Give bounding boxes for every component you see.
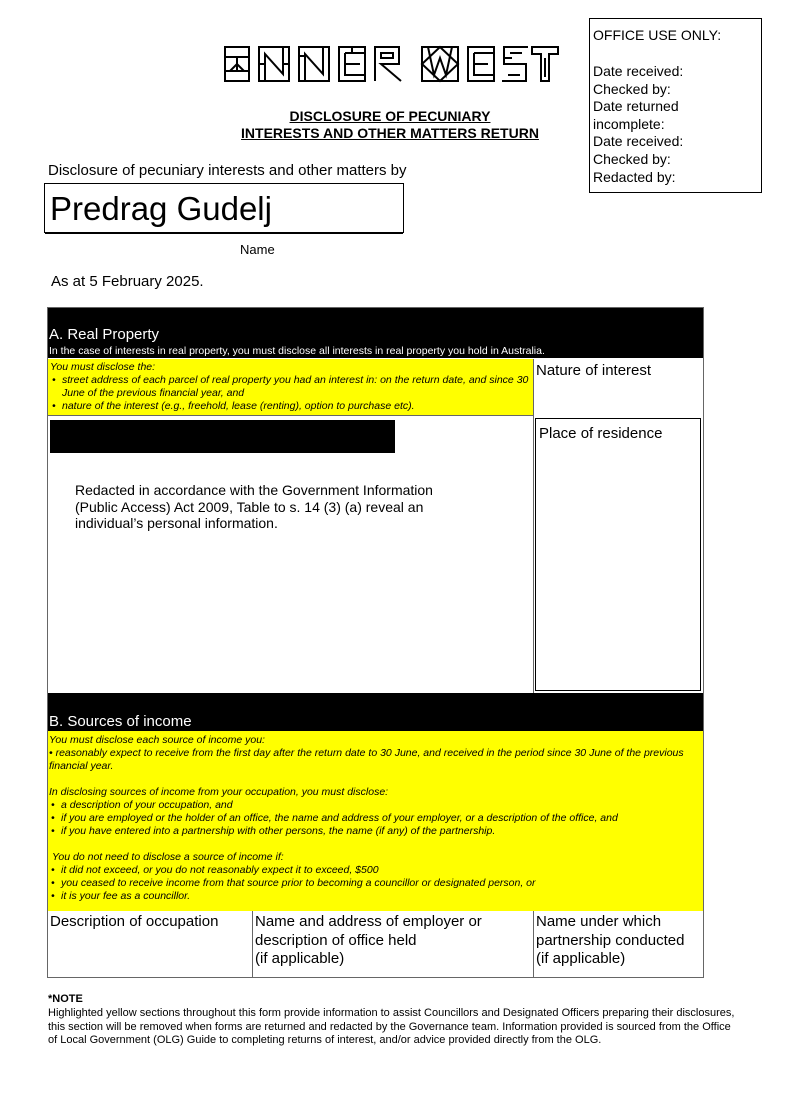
office-field: Date returned — [593, 98, 679, 115]
office-use-title: OFFICE USE ONLY: — [593, 27, 722, 43]
hint-heading: You must disclose the: — [50, 361, 156, 373]
column-header-line: (if applicable) — [536, 950, 626, 967]
name-field-caption: Name — [240, 242, 275, 257]
inner-west-logo — [222, 44, 560, 84]
hint-bullet: • if you are employed or the holder of an office, the name and address of your employer, or a description of the office, and — [49, 812, 701, 825]
note-body: Highlighted yellow sections throughout this form provide information to assist Councillors and Designated Officers preparing their disclosures, this section will be removed when forms are returned and redacted by the Governance team. Information provided is sourced from the Office of Local Government (OLG) Guide to completing returns of interest, and/or advice provided directly from the OLG. — [48, 1007, 735, 1047]
office-use-box — [589, 18, 762, 193]
hint-line: • reasonably expect to receive from the first day after the return date to 30 June, and received in the period since 30 June of the previous financial year. — [49, 747, 684, 772]
as-at-date: As at 5 February 2025. — [51, 273, 204, 290]
place-of-residence-box[interactable] — [535, 418, 701, 691]
section-a-title: A. Real Property — [49, 326, 160, 343]
hint-heading: You do not need to disclose a source of income if: — [52, 851, 284, 863]
section-a-hint — [50, 361, 532, 413]
office-field: Checked by: — [593, 150, 671, 167]
section-a-intro: In the case of interests in real property, you must disclose all interests in real property you hold in Australia. — [49, 345, 545, 357]
column-header-line: (if applicable) — [255, 950, 345, 967]
column-header-line: partnership conducted — [536, 931, 685, 949]
hint-bullet: • it is your fee as a councillor. — [49, 890, 701, 903]
hint-list — [50, 374, 532, 413]
redaction-bar — [50, 420, 395, 453]
hint-bullet: • if you have entered into a partnership with other persons, the name (if any) of the partnership. — [49, 825, 701, 838]
office-field: Date received: — [593, 133, 684, 150]
nature-of-interest-label: Nature of interest — [536, 362, 652, 379]
hint-bullet: • you ceased to receive income from that source prior to becoming a councillor or designated person, or — [49, 877, 701, 890]
occupation-column-header — [50, 913, 218, 932]
section-b-column-divider — [252, 911, 253, 977]
name-field-value[interactable]: Predrag Gudelj — [50, 190, 272, 227]
office-field: incomplete: — [593, 115, 665, 132]
place-of-residence-label: Place of residence — [539, 425, 663, 442]
partnership-column-header — [536, 913, 701, 969]
section-a-column-divider — [533, 359, 534, 693]
hint-list — [49, 864, 701, 903]
hint-bullet: • a description of your occupation, and — [49, 799, 701, 812]
section-a-row-divider — [48, 415, 533, 416]
hint-heading: In disclosing sources of income from your occupation, you must disclose: — [49, 786, 389, 798]
section-b-title: B. Sources of income — [49, 713, 192, 730]
column-header-line: Name under which — [536, 913, 662, 930]
hint-bullet: • it did not exceed, or you do not reasonably expect it to exceed, $500 — [49, 864, 701, 877]
section-b-column-divider — [533, 911, 534, 977]
hint-list — [49, 799, 701, 838]
hint-heading: You must disclose each source of income you: — [49, 734, 265, 746]
heading-line-1: DISCLOSURE OF PECUNIARY — [289, 108, 491, 124]
column-header-line: Description of occupation — [50, 913, 219, 930]
office-field: Checked by: — [593, 80, 671, 97]
hint-bullet: • street address of each parcel of real property you had an interest in: on the return date, and since 30 June of the previous financial year, and — [50, 374, 532, 400]
column-header-line: description of office held — [255, 931, 417, 949]
section-b-hint — [49, 734, 701, 903]
disclosure-by-label: Disclosure of pecuniary interests and other matters by — [48, 162, 407, 179]
hint-bullet: • nature of the interest (e.g., freehold, lease (renting), option to purchase etc). — [50, 400, 532, 413]
office-field: Redacted by: — [593, 168, 676, 185]
employer-column-header — [255, 913, 515, 969]
document-heading — [180, 108, 600, 142]
note-title: *NOTE — [48, 993, 83, 1005]
office-field: Date received: — [593, 63, 684, 79]
office-use-fields — [593, 63, 761, 186]
column-header-line: Name and address of employer or — [255, 913, 482, 930]
redaction-notice: Redacted in accordance with the Government Information (Public Access) Act 2009, Table to s. 14 (3) (a) reveal an individual’s personal information. — [75, 482, 433, 531]
heading-line-2: INTERESTS AND OTHER MATTERS RETURN — [241, 125, 539, 141]
